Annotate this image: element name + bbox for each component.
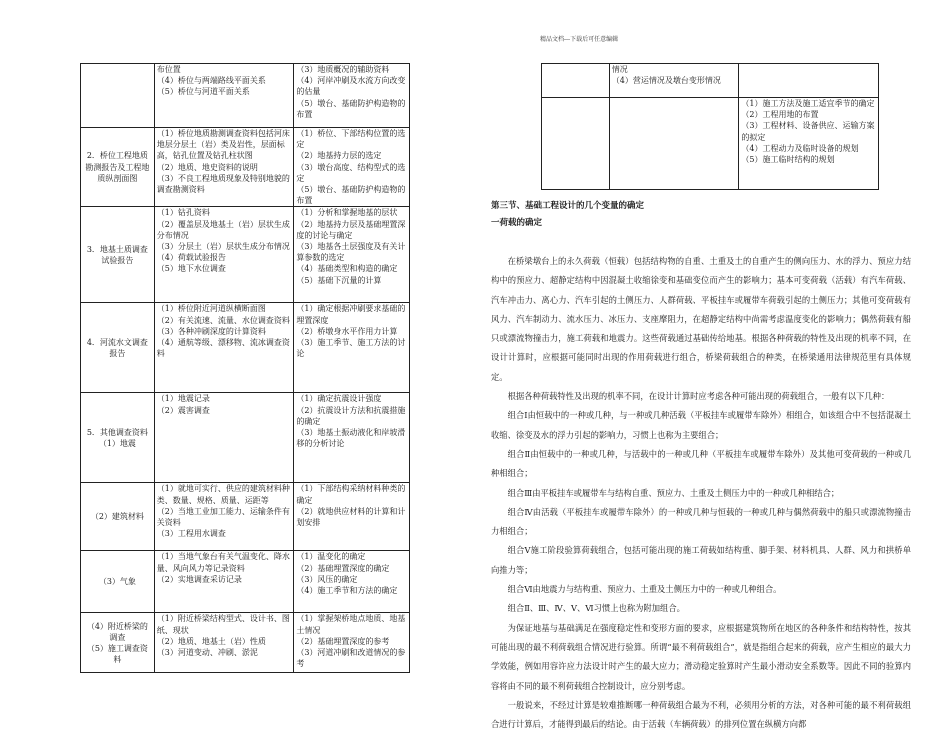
- cell-line: （1）附近桥梁结构型式、设计书、图纸、现状: [156, 614, 290, 635]
- cell-line: （2）震害调查: [156, 405, 210, 415]
- cell-line: （2）桥墩身水平作用力计算: [296, 326, 398, 336]
- cell-line: （3）施工季节、施工方法的讨论: [296, 338, 406, 359]
- table-row: [81, 483, 410, 551]
- cell-line: （1）桥位、下部结构位置的选定: [296, 129, 406, 150]
- table-cell: [81, 393, 155, 483]
- cell-line: （3）不良工程地质现象及特别地貌的调查勘测资料: [156, 173, 290, 195]
- cell-line: （5）墩台、基础防护构造物的布置: [296, 185, 406, 206]
- cell-line: （2）地基持力层及基础埋置深度的讨论与确定: [296, 219, 406, 240]
- paragraph: 组合Ⅱ由恒载中的一种或几种，与活载中的一种或几种（平板挂车或履带车除外）及其他可变荷载的一种或几种相组合；: [491, 448, 911, 479]
- table-cell: [154, 613, 294, 673]
- table-cell: （2）建筑材料: [81, 483, 155, 551]
- cell-line: （3）工程用水调查: [156, 529, 226, 539]
- cell-line: （2）抗震设计方法和抗震措施的确定: [296, 405, 406, 426]
- table-cell: [609, 98, 739, 190]
- cell-line: （2）当地工业加工能力、运输条件有关资料: [156, 506, 290, 528]
- cell-line: （3）墩台高度、结构型式的选定: [296, 162, 406, 183]
- cell-line: （3）工程材料、设备供应、运输方案的拟定: [741, 121, 875, 142]
- paragraph: 组合Ⅱ、Ⅲ、Ⅳ、Ⅴ、Ⅵ习惯上也称为附加组合。: [507, 603, 685, 614]
- table-row: [81, 613, 410, 673]
- cell-line: （1）地震记录: [156, 394, 210, 404]
- table-row: [81, 551, 410, 613]
- cell-line: （5）施工调查资料: [86, 643, 148, 665]
- cell-line: （1）地震: [98, 438, 136, 448]
- cell-line: （4）施工季节和方法的确定: [296, 586, 398, 596]
- table-cell: [609, 64, 739, 98]
- cell-line: （4）营运情况及墩台变形情况: [611, 76, 721, 86]
- table-cell: [294, 128, 410, 207]
- cell-line: （5）墩台、基础防护构造物的布置: [296, 98, 406, 119]
- paragraph: 组合Ⅲ由平板挂车或履带车与结构自重、预应力、土重及土侧压力中的一种或几种相结合；: [507, 487, 840, 498]
- body-text: [491, 252, 911, 734]
- cell-line: （2）基础埋置深度的确定: [296, 563, 390, 573]
- paragraph: 根据各种荷载特性及出现的机率不同，在设计计算时应考虑各种可能出现的荷载组合，一般有以下几种：: [507, 391, 890, 402]
- table-cell: [294, 613, 410, 673]
- cell-line: （2）地基持力层的选定: [296, 151, 382, 161]
- paragraph: 组合Ⅵ由地震力与结构重、预应力、土重及土侧压力中的一种或几种组合。: [507, 584, 782, 595]
- paragraph: 组合Ⅳ由活载（平板挂车或履带车除外）的一种或几种与恒载的一种或几种与偶然荷载中的船只或漂流物撞击力相组合；: [491, 506, 911, 537]
- table-cell: [542, 98, 610, 190]
- paragraph: 组合Ⅰ由恒载中的一种或几种，与一种或几种活载（平板挂车或履带车除外）相组合，如该组合中不包括混凝土收缩、徐变及水的浮力引起的影响力，习惯上也称为主要组合；: [491, 410, 911, 440]
- cell-line: （3）地基各土层强度及有关计算参数的选定: [296, 242, 406, 263]
- cell-line: （4）河岸冲刷及水流方向改变的估量: [296, 76, 406, 97]
- left-survey-table: [80, 63, 410, 673]
- table-cell: [154, 128, 294, 207]
- table-cell: [739, 98, 879, 190]
- paragraph: 在桥梁墩台上的永久荷载（恒载）包括结构物的自重、土重及土的自重产生的侧向压力、水的浮力、预应力结构中的预应力、超静定结构中因混凝土收缩徐变和基础变位而产生的影响力；基本可变荷载（活载）有汽车荷载、汽车冲击力、离心力、汽车引起的土侧压力、人群荷载、平板挂车或履带车荷载引起的土侧压力；其他可变荷载有风力、汽车制动力、流水压力、冰压力、支座摩阻力，在超静定结构中尚需考虑温度变化的影响力；偶然荷载有船只或漂流物撞击力，施工荷载和地震力。这些荷载通过基础传给地基。根据各种荷载的特性及出现的机率不同，在设计计算时，应根据可能同时出现的作用荷载进行组合，桥梁荷载组合的种类，在桥梁通用法律规范里有具体规定。: [491, 256, 911, 382]
- cell-line: （1）分析和掌握地基的层状: [296, 208, 398, 218]
- cell-line: （1）钻孔资料: [156, 208, 210, 218]
- cell-line: （4）桥位与两端路线平面关系: [156, 76, 266, 86]
- cell-line: （2）地质、地基土（岩）性质: [156, 636, 266, 646]
- cell-line: （1）掌握架桥地点地质、地基土情况: [296, 614, 406, 635]
- table-cell: [154, 551, 294, 613]
- cell-line: （5）桥位与河道平面关系: [156, 87, 250, 97]
- table-cell: [294, 483, 410, 551]
- right-survey-table: [541, 63, 879, 190]
- cell-line: （2）就地供应材料的计算和计划安排: [296, 506, 406, 528]
- table-cell: [154, 207, 294, 303]
- cell-line: （2）有关流速、流量、水位调查资料: [156, 315, 290, 325]
- cell-line: （5）施工临时结构的规划: [741, 155, 835, 165]
- table-cell: [81, 64, 155, 128]
- cell-line: （3）地基土振动液化和岸坡滑移的分析讨论: [296, 428, 406, 449]
- cell-line: （4）基础类型和构造的确定: [296, 264, 398, 274]
- table-row: [81, 64, 410, 128]
- cell-line: （2）基础埋置深度的参考: [296, 636, 390, 646]
- table-row: [81, 393, 410, 483]
- cell-line: （1）施工方法及施工适宜季节的确定: [741, 99, 875, 108]
- page-header: 精品文档---下载后可任意编辑: [540, 36, 619, 43]
- cell-line: 5．其他调查资料: [86, 427, 148, 437]
- paragraph: 组合Ⅴ施工阶段验算荷载组合，包括可能出现的施工荷载如结构重、脚手架、材料机具、人群、风力和拱桥单向推力等；: [491, 545, 911, 575]
- table-cell: [294, 551, 410, 613]
- table-cell: 3．地基土质调查试验报告: [81, 207, 155, 303]
- cell-line: （4）荷载试验报告: [156, 253, 226, 263]
- cell-line: （1）当地气象台有关气温变化、降水量、风向风力等记录资料: [156, 552, 290, 573]
- table-row: [542, 64, 879, 98]
- cell-line: （1）就地可实行、供应的建筑材料种类、数量、规格、质量、运距等: [156, 484, 290, 505]
- table-row: [81, 207, 410, 303]
- cell-line: （2）实地调查采访记录: [156, 574, 242, 584]
- section-title: 第三节、基础工程设计的几个变量的确定: [491, 201, 645, 211]
- cell-line: （1）确定抗震设计强度: [296, 394, 382, 404]
- cell-line: （3）地质概况的辅助资料: [296, 65, 390, 74]
- table-cell: 2．桥位工程地质勘测报告及工程地质纵剖面图: [81, 128, 155, 207]
- cell-line: （4）工程动力及临时设备的规划: [741, 143, 859, 153]
- table-cell: [154, 64, 294, 128]
- cell-line: （1）确定根据冲刷要求基础的埋置深度: [296, 304, 406, 325]
- cell-line: （1）温变化的确定: [296, 552, 366, 562]
- cell-line: 布位置: [156, 65, 181, 74]
- table-cell: [154, 303, 294, 393]
- table-row: [81, 128, 410, 207]
- cell-line: 情况: [611, 65, 628, 74]
- table-cell: [294, 207, 410, 303]
- table-row: [81, 303, 410, 393]
- cell-line: （1）下部结构采纳材料种类的确定: [296, 484, 406, 505]
- table-cell: [154, 393, 294, 483]
- paragraph: 一般说来，不经过计算是较难推断哪一种荷载组合最为不利，必须用分析的方法，对各种可能的最不利荷载组合进行计算后，才能得到最后的结论。由于活载（车辆荷载）的排列位置在纵横方向都: [491, 699, 911, 730]
- cell-line: （5）地下水位调查: [156, 264, 226, 274]
- cell-line: （1）桥位附近河道纵横断面图: [156, 304, 266, 314]
- table-cell: （3）气象: [81, 551, 155, 613]
- table-cell: [294, 393, 410, 483]
- cell-line: （3）各种冲刷深度的计算资料: [156, 326, 266, 336]
- table-cell: [294, 64, 410, 128]
- table-cell: [542, 64, 610, 98]
- cell-line: （3）河道变动、冲刷、淤泥: [156, 648, 258, 658]
- table-cell: [294, 303, 410, 393]
- subsection-title: 一荷载的确定: [491, 218, 543, 228]
- paragraph: 为保证地基与基础满足在强度稳定性和变形方面的要求，应根据建筑物所在地区的各种条件和结构特性，按其可能出现的最不利荷载组合情况进行验算。所谓“最不利荷载组合”，就是指组合起来的荷载，应产生相应的最大力学效能，例如用容许应力法设计时产生的最大应力；滑动稳定验算时产生最小滑动安全系数等。因此不同的验算内容将由不同的最不利荷载组合控制设计，应分别考虑。: [491, 622, 911, 691]
- cell-line: （3）分层土（岩）层状生成分布情况: [156, 242, 290, 252]
- cell-line: （2）覆盖层及地基土（岩）层状生成分布情况: [156, 219, 290, 240]
- cell-line: （3）风压的确定: [296, 574, 358, 584]
- table-cell: （4）附近桥梁的调查 （5）施工调查资料: [81, 613, 155, 673]
- table-cell: [739, 64, 879, 98]
- table-cell: [154, 483, 294, 551]
- table-cell: 4．河流水文调查报告: [81, 303, 155, 393]
- table-row: [542, 98, 879, 190]
- cell-line: （1）桥位地质勘测调查资料包括河床地层分层土（岩）类及岩性，层面标高，钻孔位置及钻孔柱状图: [156, 129, 290, 161]
- cell-line: （2）工程用地的布置: [741, 110, 819, 120]
- cell-line: （2）地质、地史资料的说明: [156, 162, 258, 172]
- cell-line: （3）河道冲刷和改道情况的参考: [296, 648, 406, 669]
- cell-line: （4）通航等级、漂移物、流冰调查资料: [156, 338, 290, 359]
- cell-line: （5）基础下沉量的计算: [296, 275, 382, 285]
